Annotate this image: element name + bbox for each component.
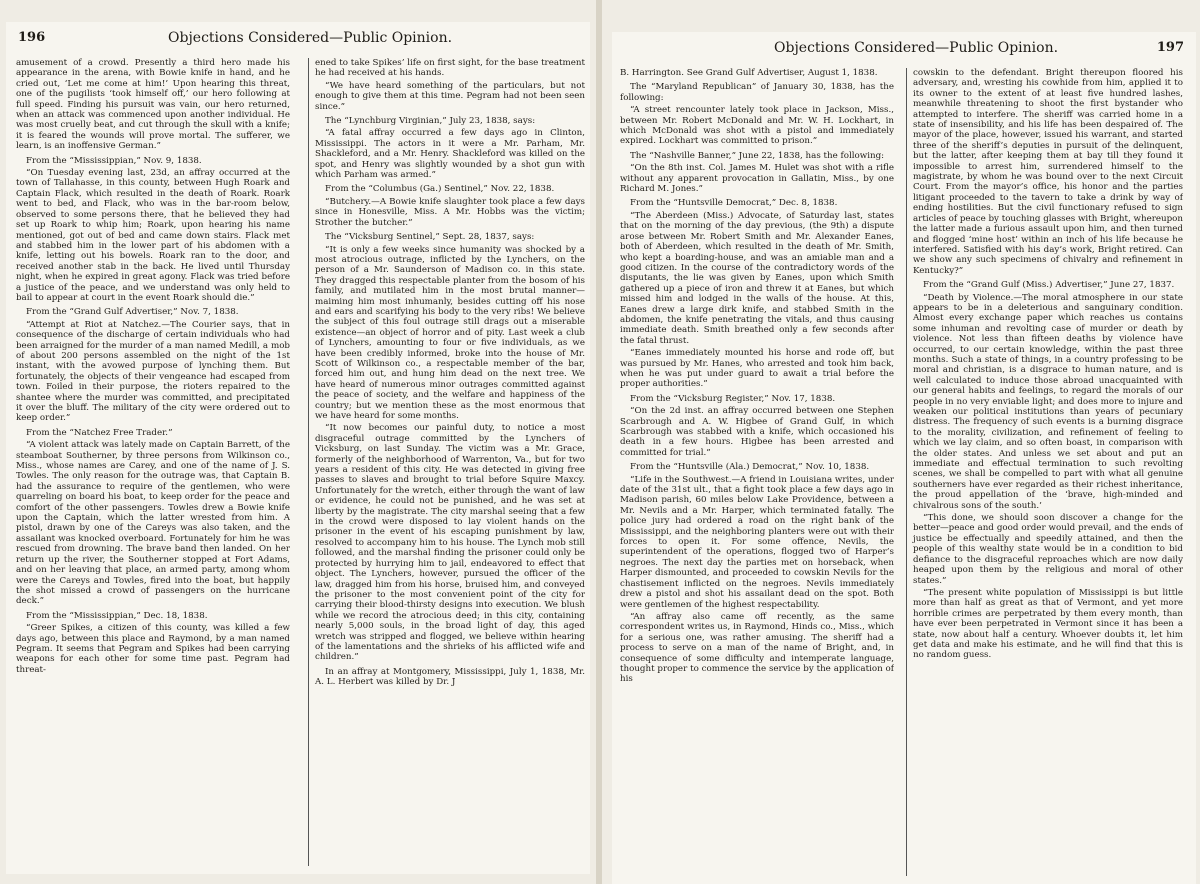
- right-page-header: [624, 40, 1184, 64]
- source-line: From the “Huntsville Democrat,” Dec. 8, 1838.: [630, 198, 838, 209]
- paragraph: “Eanes immediately mounted his horse and rode off, but was pursued by Mr. Hanes, who arrested and took him back, when he was put under guard to await a trial before the proper authorities.”: [620, 348, 894, 390]
- paragraph: “Attempt at Riot at Natchez.—The Courier says, that in consequence of the discharge of certain individuals who had been arraigned for the murder of a man named Medill, a mob of about 200 persons assembled on the night of the 1st instant, with the avowed purpose of lynching them. But fortunately, the objects of their vengeance had escaped from town. Foiled in their purpose, the rioters repaired to the shantee where the murder was committed, and precipitated it over the bluff. The military of the city were ordered out to keep order.”: [16, 319, 290, 424]
- paragraph: “We have heard something of the particulars, but not enough to give them at this time. Pegram had not been seen since.”: [315, 80, 585, 112]
- paragraph: “A fatal affray occurred a few days ago in Clinton, Mississippi. The actors in it were a Mr. Parham, Mr. Shackleford, and a Mr. Henry. Shackleford was killed on the spot, and Henry was slightly wounded by a shot gun with which Parham was armed.”: [315, 128, 585, 181]
- paragraph: amusement of a crowd. Presently a third hero made his appearance in the arena, with Bowie knife in hand, and he cried out, ‘Let me come at him!’ Upon hearing this threat, one of the pugilists ‘took himself off,’ our hero following at full speed. Finding his pursuit was vain, our hero returned, when an attack was commenced upon another individual. He was most cruelly beat, and cut through the skull with a knife; it is feared the wounds will prove mortal. The sufferer, we learn, is an inoffensive German.”: [16, 58, 290, 152]
- left-page: [6, 22, 590, 874]
- source-line: From the “Natchez Free Trader.”: [26, 427, 173, 438]
- source-line: From the “Grand Gulf (Miss.) Advertiser,” June 27, 1837.: [923, 280, 1175, 291]
- page-gutter: [596, 0, 602, 884]
- paragraph: In an affray at Montgomery, Mississippi, July 1, 1838, Mr. A. L. Herbert was killed by Dr. J: [315, 666, 585, 688]
- paragraph: cowskin to the defendant. Bright thereupon floored his adversary, and, wresting his cowhide from him, applied it to its owner to the extent of at least five hundred lashes, meanwhile threatening to shoot the first bystander who attempted to interfere. The sheriff was carried home in a state of insensibility, and his life has been despaired of. The mayor of the place, however, issued his warrant, and started three of the sheriff’s deputies in pursuit of the delinquent, but the latter, after keeping them at bay till they found it impossible to arrest him, surrendered himself to the magistrate, by whom he was bound over to the next Circuit Court. From the mayor’s office, his honor and the parties litigant proceeded to the tavern to take a drink by way of ending hostilities. But the civil functionary refused to sign articles of peace by touching glasses with Bright, whereupon the latter made a furious assault upon him, and then turned and flogged ‘mine host’ within an inch of his life because he interfered. Satisfied with his day’s work, Bright retired. Can we show any such specimens of chivalry and refinement in Kentucky?”: [913, 68, 1183, 276]
- paragraph: “The present white population of Mississippi is but little more than half as great as that of Vermont, and yet more horrible crimes are perpetrated by them every month, than have ever been perpetrated in Vermont since it has been a state, now about half a century. Whoever doubts it, let him get data and make his estimate, and he will find that this is no random guess.: [913, 587, 1183, 661]
- paragraph: “A violent attack was lately made on Captain Barrett, of the steamboat Southerner, by three persons from Wilkinson co., Miss., whose names are Carey, and one of the name of J. S. Towles. The only reason for the outrage was, that Captain B. had the assurance to require of the gentlemen, who were quarreling on board his boat, to keep order for the peace and comfort of the other passengers. Towles drew a Bowie knife upon the Captain, which the latter wrested from him. A pistol, drawn by one of the Careys was also taken, and the assailant was knocked overboard. Fortunately for him he was rescued from drowning. The brave band then landed. On her return up the river, the Southerner stopped at Fort Adams, and on her leaving that place, an armed party, among whom were the Careys and Towles, fired into the boat, but happily the shot missed a crowd of passengers on the hurricane deck.”: [16, 440, 290, 607]
- source-line: From the “Mississippian,” Nov. 9, 1838.: [26, 155, 202, 166]
- paragraph: “Life in the Southwest.—A friend in Louisiana writes, under date of the 31st ult., that a fight took place a few days ago in Madison parish, 60 miles below Lake Providence, between a Mr. Nevils and a Mr. Harper, which terminated fatally. The police jury had ordered a road on the right bank of the Mississippi, and the neighboring planters were out with their forces to open it. For some offence, Nevils, the superintendent of the operations, flogged two of Harper’s negroes. The next day the parties met on horseback, when Harper dismounted, and proceeded to cowskin Nevils for the chastisement inflicted on the negroes. Nevils immediately drew a pistol and shot his assailant dead on the spot. Both were gentlemen of the highest respectability.: [620, 474, 894, 610]
- source-line: From the “Huntsville (Ala.) Democrat,” Nov. 10, 1838.: [630, 462, 870, 473]
- left-page-number: 196: [18, 30, 46, 45]
- left-column-1: [16, 58, 290, 866]
- paragraph: “On the 2d inst. an affray occurred between one Stephen Scarbrough and A. W. Higbee of Grand Gulf, in which Scarbrough was stabbed with a knife, which occasioned his death in a few hours. Higbee has been arrested and committed for trial.”: [620, 406, 894, 458]
- paragraph: “This done, we should soon discover a change for the better—peace and good order would prevail, and the ends of justice be effectually and speedily attained, and then the people of this wealthy state would be in a condition to bid defiance to the disgraceful reproaches which are now daily heaped upon them by the religious and moral of other states.”: [913, 513, 1183, 586]
- source-line: The “Nashville Banner,” June 22, 1838, has the following:: [630, 150, 885, 161]
- source-line: The “Lynchburg Virginian,” July 23, 1838, says:: [325, 116, 536, 127]
- paragraph: “On Tuesday evening last, 23d, an affray occurred at the town of Tallahasse, in this county, between Hugh Roark and Captain Flack, which resulted in the death of Roark. Roark went to bed, and Flack, who was in the bar-room below, observed to some persons there, that he believed they had set up Roark to whip him; Roark, upon hearing his name mentioned, got out of bed and came down stairs. Flack met and stabbed him in the lower part of his abdomen with a knife, letting out his bowels. Roark ran to the door, and received another stab in the back. He lived until Thursday night, when he expired in great agony. Flack was tried before a justice of the peace, and we understand was only held to bail to appear at court in the event Roark should die.”: [16, 168, 290, 303]
- paragraph: “Butchery.—A Bowie knife slaughter took place a few days since in Honesville, Miss. A Mr. Hobbs was the victim; Strother the butcher.”: [315, 196, 585, 228]
- right-page-number: 197: [1156, 40, 1184, 55]
- paragraph: B. Harrington. See Grand Gulf Advertiser, August 1, 1838.: [620, 68, 878, 78]
- paragraph: “It now becomes our painful duty, to notice a most disgraceful outrage committed by the Lynchers of Vicksburg, on last Sunday. The victim was a Mr. Grace, formerly of the neighborhood of Warrenton, Va., but for two years a resident of this city. He was detected in giving free passes to slaves and brought to trial before Squire Maxcy. Unfortunately for the wretch, either through the want of law or evidence, he could not be punished, and he was set at liberty by the magistrate. The city marshal seeing that a few in the crowd were disposed to lay violent hands on the prisoner in the event of his escaping punishment by law, resolved to accompany him to his house. The Lynch mob still followed, and the marshal finding the prisoner could only be protected by hurrying him to jail, endeavored to effect that object. The Lynchers, however, pursued the officer of the law, dragged him from his horse, bruised him, and conveyed the prisoner to the most convenient point of the city for carrying their blood-thirsty designs into execution. We blush while we record the atrocious deed; in this city, containing nearly 5,000 souls, in the broad light of day, this aged wretch was stripped and flogged, we believe within hearing of the lamentations and the shrieks of his afflicted wife and children.”: [315, 423, 585, 663]
- source-line: The “Vicksburg Sentinel,” Sept. 28, 1837, says:: [325, 232, 535, 243]
- source-line: From the “Vicksburg Register,” Nov. 17, 1838.: [630, 393, 836, 404]
- source-line: From the “Mississippian,” Dec. 18, 1838.: [26, 610, 208, 621]
- source-line: From the “Columbus (Ga.) Sentinel,” Nov. 22, 1838.: [325, 184, 555, 195]
- right-column-1: [620, 68, 894, 876]
- paragraph: “The Aberdeen (Miss.) Advocate, of Saturday last, states that on the morning of the day previous, (the 9th) a dispute arose between Mr. Robert Smith and Mr. Alexander Eanes, both of Aberdeen, which resulted in the death of Mr. Smith, who kept a boarding-house, and was an amiable man and a good citizen. In the course of the contradictory words of the disputants, the lie was given by Eanes, upon which Smith gathered up a piece of iron and threw it at Eanes, but which missed him and lodged in the walls of the house. At this, Eanes drew a large dirk knife, and stabbed Smith in the abdomen, the knife penetrating the vitals, and thus causing immediate death. Smith breathed only a few seconds after the fatal thrust.: [620, 210, 894, 346]
- paragraph: “It is only a few weeks since humanity was shocked by a most atrocious outrage, inflicted by the Lynchers, on the person of a Mr. Saunderson of Madison co. in this state. They dragged this respectable planter from the bosom of his family, and mutilated him in the most brutal manner—maiming him most inhumanly, besides cutting off his nose and ears and scarifying his body to the very ribs! We believe the subject of this foul outrage still drags out a miserable existence—an object of horror and of pity. Last week a club of Lynchers, amounting to four or five individuals, as we have been credibly informed, broke into the house of Mr. Scott of Wilkinson co., a respectable member of the bar, forced him out, and hung him dead on the next tree. We have heard of numerous minor outrages committed against the peace of society, and the welfare and happiness of the country; but we mention these as the most enormous that we have heard for some months.: [315, 244, 585, 421]
- left-running-head: Objections Considered—Public Opinion.: [168, 30, 453, 46]
- source-line: The “Maryland Republican” of January 30, 1838, has the following:: [620, 82, 894, 103]
- left-page-header: [18, 30, 578, 54]
- right-page: [612, 32, 1196, 884]
- left-column-2: [308, 58, 585, 866]
- source-line: From the “Grand Gulf Advertiser,” Nov. 7, 1838.: [26, 307, 239, 318]
- paragraph: “A street rencounter lately took place in Jackson, Miss., between Mr. Robert McDonald and Mr. W. H. Lockhart, in which McDonald was shot with a pistol and immediately expired. Lockhart was committed to prison.”: [620, 105, 894, 147]
- paragraph: “Death by Violence.—The moral atmosphere in our state appears to be in a deleterious and sanguinary condition. Almost every exchange paper which reaches us contains some inhuman and revolting case of murder or death by violence. Not less than fifteen deaths by violence have occurred, to our certain knowledge, within the past three months. Such a state of things, in a country professing to be moral and christian, is a disgrace to human nature, and is well calculated to induce those abroad unacquainted with our general habits and feelings, to regard the morals of our people in no very enviable light; and does more to injure and weaken our political institutions than years of pecuniary distress. The frequency of such events is a burning disgrace to the morality, civilization, and refinement of feeling to which we lay claim, and so often boast, in comparison with the older states. And unless we set about and put an immediate and effectual termination to such revolting scenes, we shall be compelled to part with what all genuine southerners have ever regarded as their richest inheritance, the proud appellation of the ‘brave, high-minded and chivalrous sons of the south.’: [913, 292, 1183, 511]
- paragraph: ened to take Spikes’ life on first sight, for the base treatment he had received at his hands.: [315, 58, 585, 79]
- paragraph: “On the 8th inst. Col. James M. Hulet was shot with a rifle without any apparent provocation in Gallatin, Miss., by one Richard M. Jones.”: [620, 163, 894, 195]
- right-column-2: [906, 68, 1183, 876]
- paragraph: “An affray also came off recently, as the same correspondent writes us, in Raymond, Hinds co., Miss., which for a serious one, was rather amusing. The sheriff had a process to serve on a man of the name of Bright, and, in consequence of some difficulty and intemperate language, thought proper to commence the service by the application of his: [620, 611, 894, 685]
- paragraph: “Greer Spikes, a citizen of this county, was killed a few days ago, between this place and Raymond, by a man named Pegram. It seems that Pegram and Spikes had been carrying weapons for each other for some time past. Pegram had threat-: [16, 623, 290, 675]
- right-running-head: Objections Considered—Public Opinion.: [774, 40, 1059, 56]
